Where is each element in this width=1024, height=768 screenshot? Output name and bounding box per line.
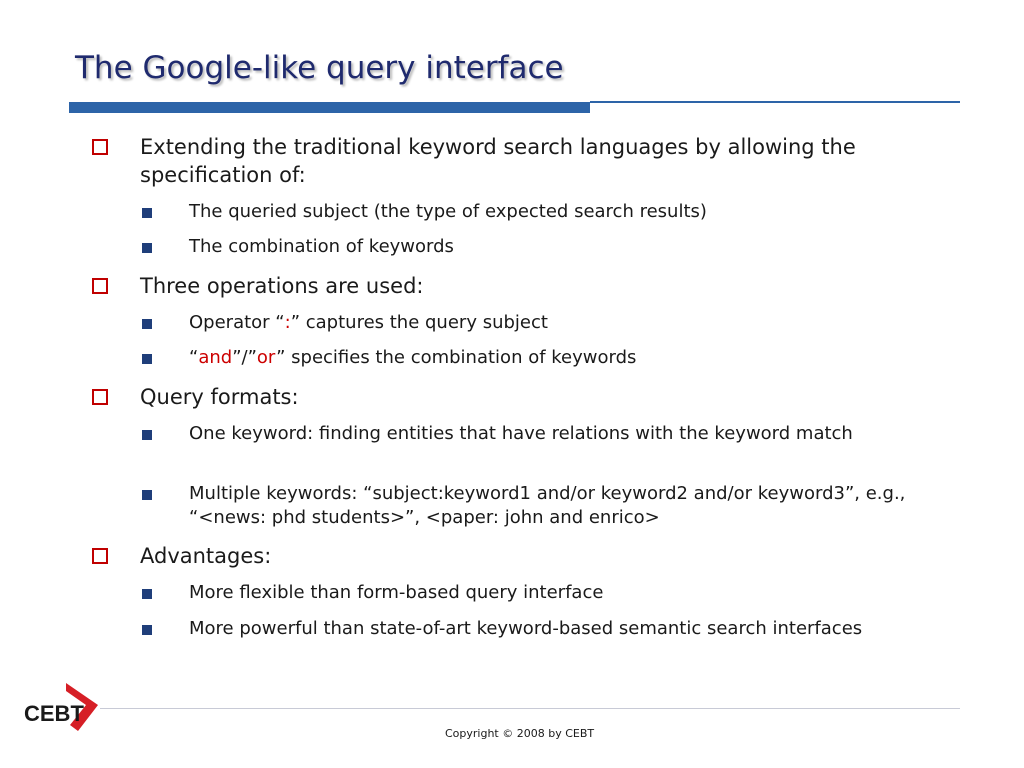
bullet-3-text: Query formats: <box>140 385 299 409</box>
bullet-3-sub-2-text: Multiple keywords: “subject:keyword1 and/or keyword2 and/or keyword3”, e.g., “<news: phd students>”, <paper: john and enrico> <box>189 483 906 528</box>
bullet-3-sub-1 <box>189 422 909 446</box>
filled-square-bullet-icon <box>142 589 152 599</box>
quote-open: “ <box>189 347 199 368</box>
bullet-1-text: Extending the traditional keyword search languages by allowing the specification of: <box>140 135 856 187</box>
copyright-text: Copyright © 2008 by CEBT <box>445 727 595 740</box>
filled-square-bullet-icon <box>142 625 152 635</box>
bullet-3-sub-2 <box>189 482 909 530</box>
hollow-square-bullet-icon <box>92 278 108 294</box>
bullet-3-sub-1-text: One keyword: finding entities that have relations with the keyword match <box>189 423 853 444</box>
footer-divider <box>100 708 960 709</box>
bullet-4 <box>140 542 940 570</box>
bullet-4-text: Advantages: <box>140 544 272 568</box>
bullet-2-sub-1 <box>189 311 909 335</box>
operator-pre: Operator “ <box>189 312 285 333</box>
filled-square-bullet-icon <box>142 208 152 218</box>
bullet-2 <box>140 272 940 300</box>
filled-square-bullet-icon <box>142 430 152 440</box>
bullet-4-sub-2-text: More powerful than state-of-art keyword-based semantic search interfaces <box>189 618 863 639</box>
bullet-1-sub-2 <box>189 235 909 259</box>
filled-square-bullet-icon <box>142 319 152 329</box>
logo-text: CEBT <box>24 701 84 726</box>
bullet-1-sub-2-text: The combination of keywords <box>189 236 454 257</box>
title-underline-thin <box>590 101 960 103</box>
and-keyword: and <box>198 347 233 368</box>
bullet-3 <box>140 383 940 411</box>
bullet-4-sub-1 <box>189 581 909 605</box>
operator-colon: : <box>284 312 291 333</box>
filled-square-bullet-icon <box>142 354 152 364</box>
bullet-1 <box>140 133 940 189</box>
title-underline-thick <box>69 102 590 113</box>
bullet-2-sub-2 <box>189 346 909 370</box>
combination-post: ” specifies the combination of keywords <box>276 347 637 368</box>
bullet-1-sub-1 <box>189 200 909 224</box>
bullet-1-sub-1-text: The queried subject (the type of expected search results) <box>189 201 707 222</box>
filled-square-bullet-icon <box>142 490 152 500</box>
slide-title: The Google-like query interface <box>75 50 564 86</box>
quote-mid: ”/” <box>232 347 257 368</box>
hollow-square-bullet-icon <box>92 139 108 155</box>
bullet-2-text: Three operations are used: <box>140 274 424 298</box>
filled-square-bullet-icon <box>142 243 152 253</box>
or-keyword: or <box>256 347 277 368</box>
hollow-square-bullet-icon <box>92 389 108 405</box>
cebt-logo-icon <box>22 681 100 733</box>
operator-post: ” captures the query subject <box>290 312 548 333</box>
bullet-4-sub-1-text: More flexible than form-based query interface <box>189 582 604 603</box>
bullet-4-sub-2 <box>189 617 909 641</box>
hollow-square-bullet-icon <box>92 548 108 564</box>
